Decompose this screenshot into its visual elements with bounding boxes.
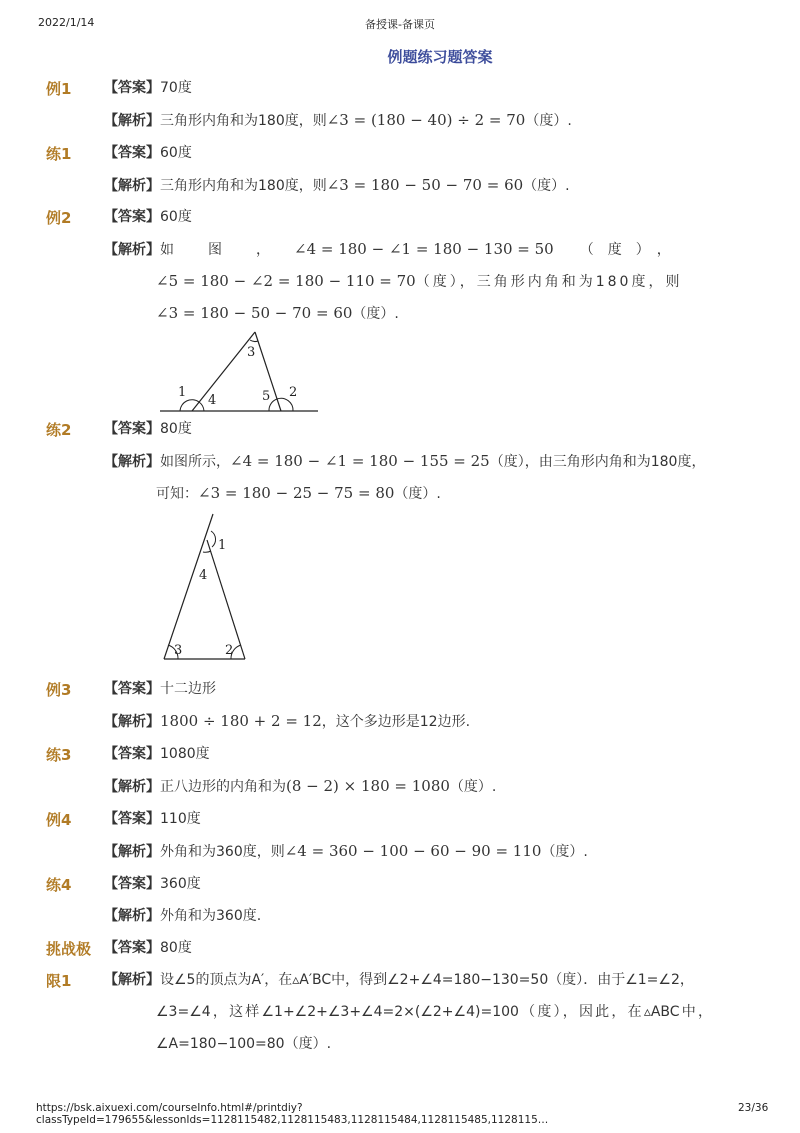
analysis-text: （ 度 ） ，: [579, 242, 671, 258]
analysis-line: [104, 111, 572, 130]
angle-label-1: 1: [178, 385, 187, 400]
analysis-text: （度），由三角形内角和为180度，: [489, 454, 706, 470]
analysis-line: [104, 712, 470, 731]
answer-tag: 【答案】: [104, 145, 160, 161]
answer-text: 1080度: [160, 746, 210, 762]
analysis-tag: 【解析】: [104, 779, 160, 795]
analysis-text: 如图所示，: [160, 454, 230, 470]
answer-line: [104, 680, 216, 698]
math-expression: 1800 ÷ 180 + 2 = 12: [160, 712, 322, 730]
answer-line: [104, 745, 210, 763]
analysis-text: （度）.: [541, 844, 588, 860]
answer-line: [104, 144, 192, 162]
angle-label-4: 4: [199, 568, 208, 583]
analysis-tag: 【解析】: [104, 454, 160, 470]
answer-tag: 【答案】: [104, 80, 160, 96]
answer-line: [104, 79, 192, 97]
print-date: 2022/1/14: [38, 16, 95, 29]
analysis-line: [104, 240, 671, 259]
analysis-text: 三角形内角和为180度，则: [160, 113, 327, 129]
analysis-text: （度）.: [523, 178, 570, 194]
answer-tag: 【答案】: [104, 681, 160, 697]
analysis-continuation: [156, 304, 399, 323]
triangle-figure-1: [160, 324, 335, 419]
analysis-text: 外角和为360度.: [160, 908, 262, 924]
analysis-line: [104, 842, 588, 861]
analysis-continuation: ∠A=180−100=80（度）.: [156, 1036, 332, 1052]
analysis-continuation: [156, 484, 441, 503]
analysis-tag: 【解析】: [104, 242, 160, 258]
answer-line: [104, 939, 192, 957]
analysis-line: [104, 452, 705, 471]
print-page-title: 备授课-备课页: [365, 18, 435, 31]
page-number: 23/36: [738, 1102, 769, 1114]
question-label: 例3: [46, 681, 72, 699]
triangle-figure-2: [158, 510, 258, 665]
math-expression: ∠3 = (180 − 40) ÷ 2 = 70: [326, 111, 526, 129]
answer-line: [104, 208, 192, 226]
analysis-continuation: [156, 272, 682, 291]
analysis-text: 三角形内角和为180度，则: [160, 178, 327, 194]
question-label: 练1: [46, 145, 72, 163]
question-label: 限1: [46, 972, 72, 990]
analysis-line: [104, 907, 261, 925]
analysis-tag: 【解析】: [104, 178, 160, 194]
angle-label-3: 3: [174, 643, 183, 658]
math-expression: ∠5 = 180 − ∠2 = 180 − 110 = 70: [156, 272, 416, 290]
answer-tag: 【答案】: [104, 209, 160, 225]
angle-label-2: 2: [289, 385, 298, 400]
angle-label-2: 2: [225, 643, 234, 658]
angle-label-1: 1: [218, 538, 227, 553]
question-label: 例2: [46, 209, 72, 227]
analysis-line: [104, 176, 570, 195]
answer-line: [104, 810, 201, 828]
print-footer-url: https://bsk.aixuexi.com/courseInfo.html#/printdiy?classTypeId=179655&lessonIds=1128115482,1128115483,1128115484,1128115485,1128115…: [36, 1102, 549, 1126]
answer-text: 60度: [160, 145, 192, 161]
answer-text: 60度: [160, 209, 192, 225]
question-label: 例4: [46, 811, 72, 829]
math-expression: ∠3 = 180 − 50 − 70 = 60: [156, 304, 353, 322]
answer-line: [104, 420, 192, 438]
question-label: 挑战极: [46, 940, 92, 958]
analysis-text: （度）.: [394, 486, 441, 502]
answer-tag: 【答案】: [104, 940, 160, 956]
analysis-tag: 【解析】: [104, 908, 160, 924]
answer-tag: 【答案】: [104, 876, 160, 892]
analysis-text: （度）.: [525, 113, 572, 129]
analysis-text: 如 图 ，: [160, 242, 280, 258]
angle-label-5: 5: [262, 389, 271, 404]
question-label: 练2: [46, 421, 72, 439]
analysis-continuation: ∠3=∠4，这样∠1+∠2+∠3+∠4=2×(∠2+∠4)=100（度），因此，在▵ABC中，: [156, 1004, 712, 1020]
analysis-text: 正八边形的内角和为: [160, 779, 286, 795]
analysis-tag: 【解析】: [104, 844, 160, 860]
analysis-text: （度）.: [352, 306, 399, 322]
analysis-text: ，这个多边形是12边形.: [321, 714, 471, 730]
browser-print-header: [0, 0, 800, 32]
analysis-tag: 【解析】: [104, 972, 160, 988]
analysis-text: （度），三角形内角和为180度，则: [415, 274, 683, 290]
analysis-text: （度）.: [449, 779, 497, 795]
analysis-text: 外角和为360度，则: [160, 844, 285, 860]
analysis-tag: 【解析】: [104, 113, 160, 129]
question-label: 练3: [46, 746, 72, 764]
analysis-text: 设∠5的顶点为A′，在▵A′BC中，得到∠2+∠4=180−130=50（度）．由于∠1=∠2，: [160, 972, 694, 988]
math-expression: ∠3 = 180 − 50 − 70 = 60: [326, 176, 524, 194]
math-expression: (8 − 2) × 180 = 1080: [286, 777, 450, 795]
answer-tag: 【答案】: [104, 421, 160, 437]
angle-label-4: 4: [208, 393, 217, 408]
answer-tag: 【答案】: [104, 811, 160, 827]
answer-text: 360度: [160, 876, 201, 892]
analysis-text: 可知：: [156, 486, 198, 502]
answer-tag: 【答案】: [104, 746, 160, 762]
question-label: 例1: [46, 80, 72, 98]
answer-text: 80度: [160, 940, 192, 956]
answer-text: 十二边形: [160, 681, 216, 697]
analysis-tag: 【解析】: [104, 714, 160, 730]
question-label: 练4: [46, 876, 72, 894]
answer-line: [104, 875, 201, 893]
angle-label-3: 3: [247, 345, 256, 360]
answer-text: 110度: [160, 811, 201, 827]
math-expression: ∠4 = 360 − 100 − 60 − 90 = 110: [284, 842, 542, 860]
math-expression: ∠3 = 180 − 25 − 75 = 80: [198, 484, 395, 502]
answer-text: 70度: [160, 80, 192, 96]
page-title: 例题练习题答案: [387, 48, 493, 66]
analysis-line: [104, 777, 496, 796]
math-expression: ∠4 = 180 − ∠1 = 180 − 130 = 50: [294, 240, 554, 258]
math-expression: ∠4 = 180 − ∠1 = 180 − 155 = 25: [230, 452, 490, 470]
analysis-line: [104, 971, 694, 989]
answer-text: 80度: [160, 421, 192, 437]
